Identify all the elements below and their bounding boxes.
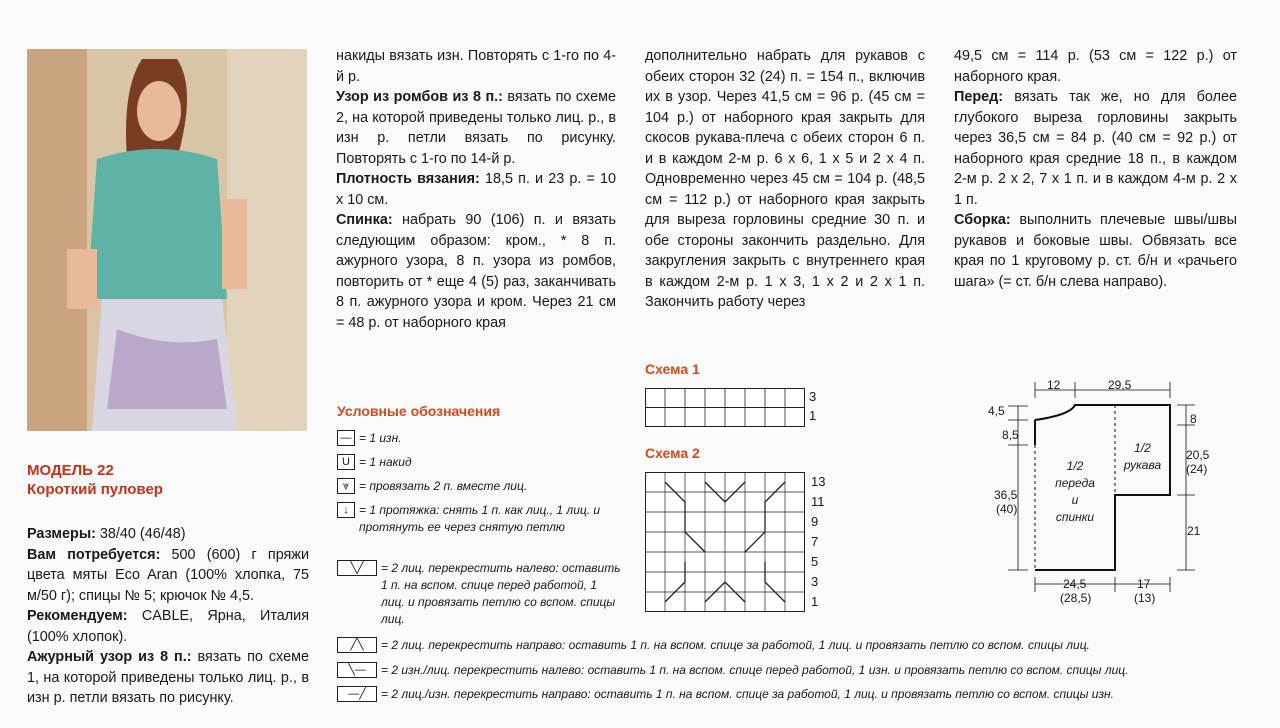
schema2-row-num: 9 [811,514,819,529]
back-label: Спинка: [336,212,393,228]
front-back-label: 1/2 переда и спинки [1055,459,1095,524]
dim-left-low: 36,5 [994,488,1018,502]
dim-left-low2: (40) [996,502,1018,516]
legend-item: — = 1 изн. [337,430,402,447]
materials-label: Вам потребуется: [27,546,161,563]
dim-left-b: 8,5 [1002,428,1019,442]
model-photo [27,49,307,431]
legend-bottom-item: ╱╲ = 2 лиц. перекрестить направо: оставить 1 п. на вспом. спице за работой, 1 лиц. и провязать петлю со вспом. спицы лиц. [337,637,1090,653]
schema2-row-num: 13 [811,474,826,489]
schema2-row-num: 3 [811,574,819,589]
dim-left-a: 4,5 [988,404,1005,418]
assembly-label: Сборка: [954,212,1011,228]
front-text: вязать так же, но для более глубокого выреза горловины закрыть через 36,5 см = 84 р. (40 см = 92 р.) от наборного края средние 18 п., в каждом 2-м р. 2 х 2, 7 х 1 п. и в каждом 4-м р. 2 х 1 п. [954,89,1237,208]
cross-left-symbol-icon: ╲╱ [337,560,377,576]
sizes-label: Размеры: [27,526,96,542]
schema2-row-num: 11 [811,494,825,509]
legend-bottom-item: ╲— = 2 изн./лиц. перекрестить налево: оставить 1 п. на вспом. спице перед работой, 1 изн. и провязать петлю со вспом. спицы лиц. [337,662,1128,678]
cross-right-symbol-icon: ╱╲ [337,637,377,653]
diamond-pattern-text: вязать по схеме 2, на которой приведены только лиц. р., в изн р. петли вязать по рисунку. Повторять с 1-го по 14-й р. [336,89,616,167]
legend [337,430,632,630]
col4-intro: 49,5 см = 114 р. (53 см = 122 р.) от наборного края. [954,48,1237,85]
recommend-label: Рекомендуем: [27,608,128,624]
recommend-text: CABLE, Ярна, Италия (100% хлопок). [27,608,309,645]
schema2-chart [645,472,825,614]
front-label: Перед: [954,89,1004,105]
dim-top-left: 12 [1047,378,1061,392]
gauge-text: 18,5 п. и 23 р. = 10 х 10 см. [336,171,616,208]
legend-bottom-item: —╱ = 2 лиц./изн. перекрестить направо: оставить 1 п. на вспом. спице за работой, 1 лиц. и провязать петлю со вспом. спицы изн. [337,686,1114,702]
assembly-text: выполнить плечевые швы/швы рукавов и боковые швы. Обвязать все края по 1 круговому р. ст. б/н и «рачьего шага» (= ст. б/н слева направо). [954,212,1237,290]
schema2-row-num: 1 [811,594,819,609]
schema1-row-num: 3 [809,389,817,404]
sleeve-label: 1/2 рукава [1123,441,1162,472]
k2tog-symbol-icon: ⩔ [337,478,355,494]
materials-text: 500 (600) г пряжи цвета мяты Eco Aran (100% хлопка, 75 м/50 г); спицы № 5; крючок № 4,5. [27,546,309,604]
schema1-chart [645,388,820,428]
back-text: набрать 90 (106) п. и вязать следующим образом: кром., * 8 п. ажурного узора, 8 п. узора из ромбов, повторить от * еще 4 (5) раз, заканчивать 8 п. ажурного узора и кром. Через 21 см = 48 р. от наборного края [336,212,616,331]
cross-purl-right-symbol-icon: —╱ [337,686,377,702]
legend-item: ⩔ = провязать 2 п. вместе лиц. [337,478,527,495]
yarn-over-symbol-icon: U [337,454,355,470]
dim-right-top: 8 [1190,412,1197,426]
model-number: МОДЕЛЬ 22 [27,462,114,479]
text-column-2 [336,46,616,333]
dim-bottom-right: 17 [1137,577,1151,591]
model-heading [27,461,163,499]
dim-right-mid2: (24) [1186,462,1208,476]
slip-symbol-icon: ↓ [337,502,355,518]
legend-item: ╲╱ = 2 лиц. перекрестить налево: оставить 1 п. на вспом. спице перед работой, 1 лиц. и провязать петлю со вспом. спицы лиц. [337,560,622,628]
lace-pattern-label: Ажурный узор из 8 п.: [27,649,192,665]
lace-pattern-text: вязать по схеме 1, на которой приведены только лиц. р., в изн р. петли вязать по рисунку. [27,649,309,706]
text-column-3 [645,46,925,313]
model-name: Короткий пуловер [27,481,163,498]
dim-bottom-left: 24,5 [1063,577,1087,591]
cross-purl-left-symbol-icon: ╲— [337,662,377,678]
dim-right-low: 21 [1187,524,1201,538]
schema2-row-num: 5 [811,554,819,569]
legend-title: Условные обозначения [337,403,501,419]
schema2-label: Схема 2 [645,445,700,461]
dim-bottom-left2: (28,5) [1060,591,1092,605]
text-column-1 [27,524,309,709]
dim-right-mid: 20,5 [1186,448,1210,462]
schema1-label: Схема 1 [645,361,700,377]
legend-item: U = 1 накид [337,454,412,471]
schema1-row-num: 1 [809,408,817,423]
col2-intro: накиды вязать изн. Повторять с 1-го по 4-й р. [336,48,616,85]
dim-bottom-right2: (13) [1134,591,1156,605]
sizes-text: 38/40 (46/48) [95,526,186,542]
purl-symbol-icon: — [337,430,355,446]
text-column-4 [954,46,1237,292]
schema2-row-num: 7 [811,534,819,549]
diamond-pattern-label: Узор из ромбов из 8 п.: [336,89,503,105]
pattern-diagram [980,370,1210,610]
legend-item: ↓ = 1 протяжка: снять 1 п. как лиц., 1 лиц. и протянуть ее через снятую петлю [337,502,622,536]
gauge-label: Плотность вязания: [336,171,480,187]
col3-text: дополнительно набрать для рукавов с обеих сторон 32 (24) п. = 154 п., включив их в узор. Через 41,5 см = 96 р. (45 см = 104 р.) от наборного края закрыть для скосов рукава-плеча с обеих сторон 6 п. и в каждом 2-м р. 6 х 6, 1 х 5 и 2 х 4 п. Одновременно через 45 см = 104 р. (48,5 см = 112 р.) от наборного края закрыть для выреза горловины средние 30 п. и обе стороны закончить раздельно. Для закругления закрыть с внутреннего края в каждом 2-м р. 1 х 3, 1 х 2 и 2 х 1 п. Закончить работу через [645,48,925,310]
dim-top-right: 29,5 [1108,378,1132,392]
